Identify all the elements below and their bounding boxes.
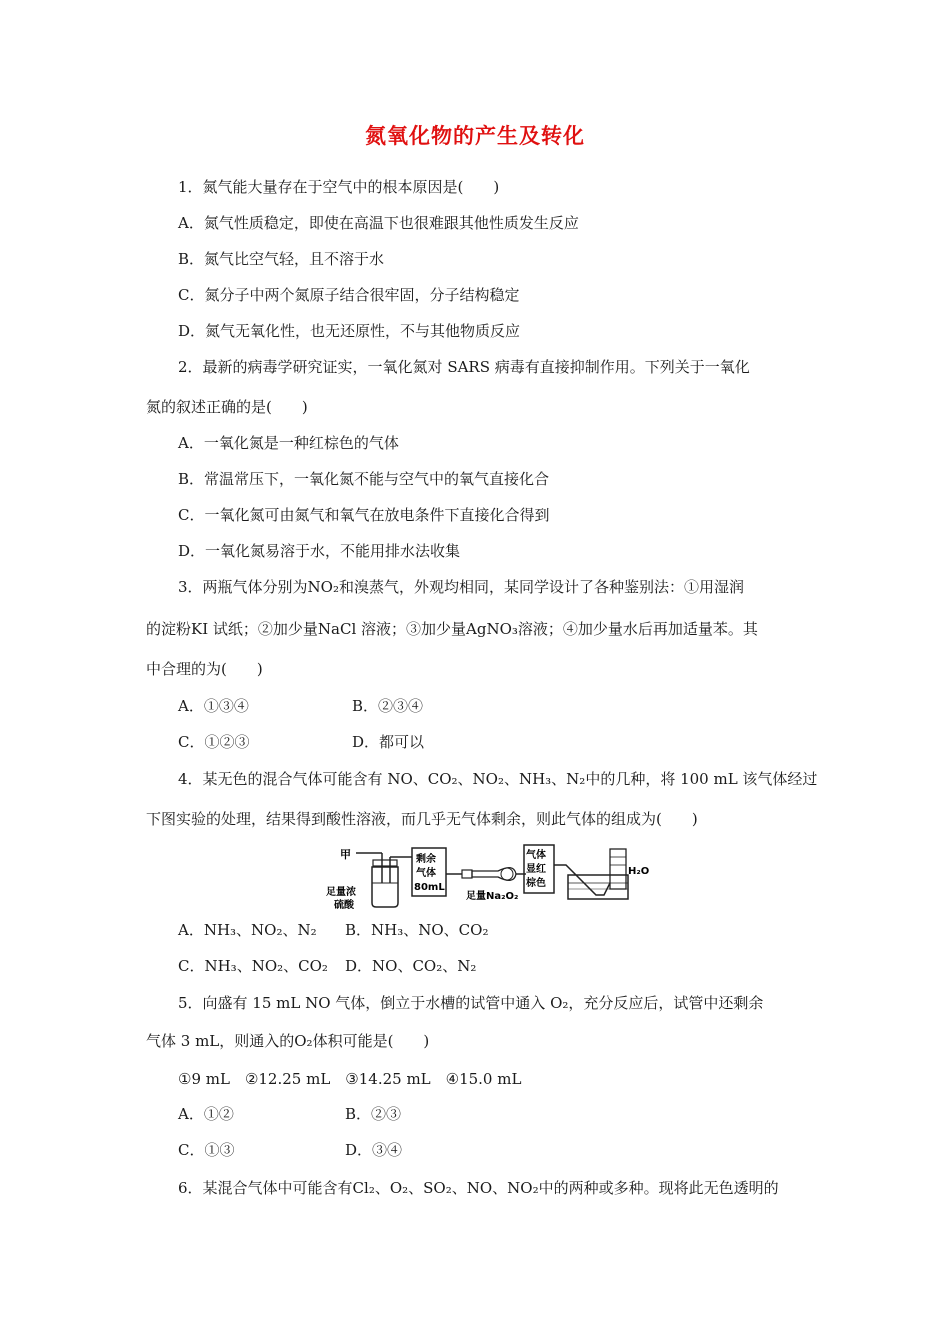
question-5-option-c: C．①③ <box>178 1141 235 1159</box>
label-water: H₂O <box>628 866 650 877</box>
question-4-option-d: D．NO、CO₂、N₂ <box>345 957 477 975</box>
label-jia: 甲 <box>340 848 351 861</box>
question-2-stem-line2: 氮的叙述正确的是( ) <box>146 398 308 416</box>
question-3-option-b: B．②③④ <box>352 697 424 715</box>
label-conc-acid-1: 足量浓 <box>326 887 356 898</box>
question-2-stem-line1: 2．最新的病毒学研究证实，一氧化氮对 SARS 病毒有直接抑制作用。下列关于一氧化 <box>178 358 750 376</box>
question-2-option-a: A．一氧化氮是一种红棕色的气体 <box>178 434 399 452</box>
question-2-option-b: B．常温常压下，一氧化氮不能与空气中的氧气直接化合 <box>178 470 550 488</box>
question-4-option-a: A．NH₃、NO₂、N₂ <box>178 921 317 939</box>
label-red-2: 显红 <box>526 864 546 875</box>
question-3-stem-line3: 中合理的为( ) <box>146 660 263 678</box>
question-4-stem-line1: 4．某无色的混合气体可能含有 NO、CO₂、NO₂、NH₃、N₂中的几种，将 100 mL 该气体经过 <box>178 770 818 788</box>
question-2-option-d: D．一氧化氮易溶于水，不能用排水法收集 <box>178 542 461 560</box>
question-3-option-c: C．①②③ <box>178 733 250 751</box>
question-3-option-a: A．①③④ <box>178 697 249 715</box>
question-1-option-d: D．氮气无氧化性，也无还原性，不与其他物质反应 <box>178 322 521 340</box>
question-5-choices: ①9 mL ②12.25 mL ③14.25 mL ④15.0 mL <box>178 1070 522 1088</box>
page-title: 氮氧化物的产生及转化 <box>365 124 585 148</box>
question-4-option-b: B．NH₃、NO、CO₂ <box>345 921 489 939</box>
label-remain-1: 剩余 <box>416 854 436 865</box>
question-1-option-c: C．氮分子中两个氮原子结合很牢固，分子结构稳定 <box>178 286 520 304</box>
apparatus-diagram <box>326 843 656 911</box>
question-6-stem-line1: 6．某混合气体中可能含有Cl₂、O₂、SO₂、NO、NO₂中的两种或多种。现将此无色透明的 <box>178 1179 779 1197</box>
label-red-3: 棕色 <box>526 878 546 889</box>
question-5-stem-line1: 5．向盛有 15 mL NO 气体，倒立于水槽的试管中通入 O₂，充分反应后，试管中还剩余 <box>178 994 764 1012</box>
question-4-stem-line2: 下图实验的处理，结果得到酸性溶液，而几乎无气体剩余，则此气体的组成为( ) <box>146 810 698 828</box>
question-3-stem-line2: 的淀粉KI 试纸；②加少量NaCl 溶液；③加少量AgNO₃溶液；④加少量水后再加适量苯。其 <box>146 620 758 638</box>
question-1-option-b: B．氮气比空气轻，且不溶于水 <box>178 250 385 268</box>
question-1-stem: 1．氮气能大量存在于空气中的根本原因是( ) <box>178 178 500 196</box>
question-3-stem-line1: 3．两瓶气体分别为NO₂和溴蒸气，外观均相同，某同学设计了各种鉴别法：①用湿润 <box>178 578 744 596</box>
label-remain-2: 气体 <box>416 868 436 879</box>
question-5-option-d: D．③④ <box>345 1141 403 1159</box>
question-5-option-a: A．①② <box>178 1105 234 1123</box>
label-red-1: 气体 <box>526 850 546 861</box>
label-conc-acid-2: 硫酸 <box>334 900 354 911</box>
question-3-option-d: D．都可以 <box>352 733 425 751</box>
label-remain-3: 80mL <box>414 882 445 893</box>
question-4-option-c: C．NH₃、NO₂、CO₂ <box>178 957 328 975</box>
question-2-option-c: C．一氧化氮可由氮气和氧气在放电条件下直接化合得到 <box>178 506 550 524</box>
label-na2o2: 足量Na₂O₂ <box>466 891 519 902</box>
question-5-stem-line2: 气体 3 mL，则通入的O₂体积可能是( ) <box>146 1032 430 1050</box>
question-5-option-b: B．②③ <box>345 1105 402 1123</box>
question-1-option-a: A．氮气性质稳定，即使在高温下也很难跟其他性质发生反应 <box>178 214 579 232</box>
